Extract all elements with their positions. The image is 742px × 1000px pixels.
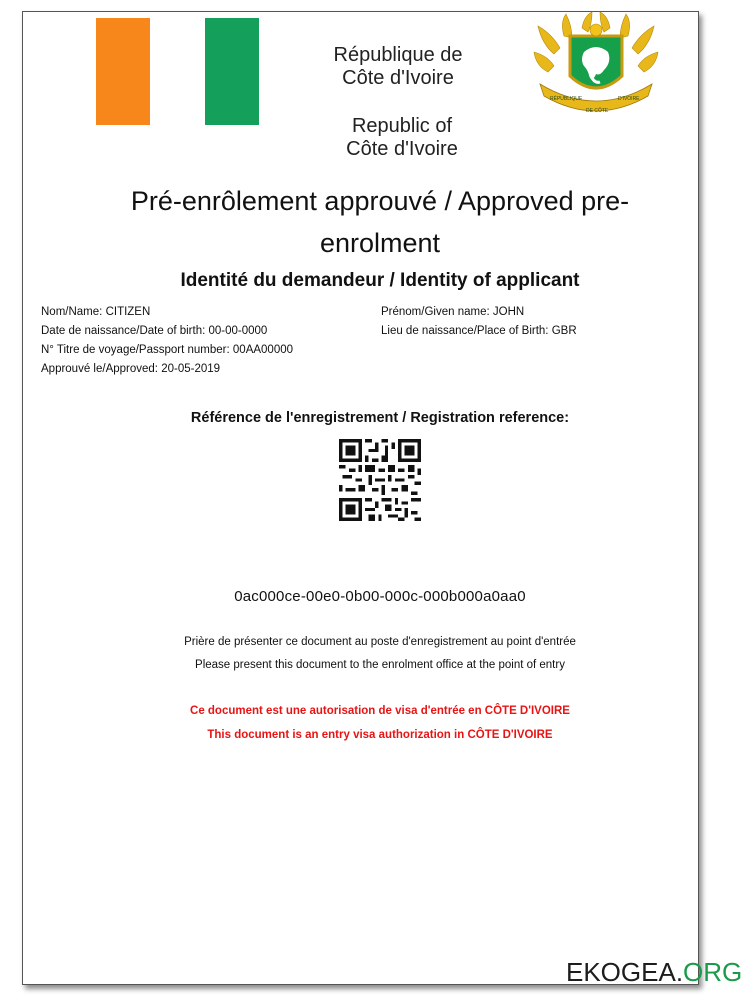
dob-label: Date de naissance/Date of birth: [41, 325, 206, 337]
approved-value: 20-05-2019 [161, 363, 221, 375]
qr-code-icon [339, 439, 421, 521]
watermark [566, 957, 742, 988]
warning-en: This document is an entry visa authorization in CÔTE D'IVOIRE [207, 729, 553, 741]
notice-en: Please present this document to the enrolment office at the point of entry [195, 659, 565, 671]
given-name-field [381, 306, 524, 318]
flag-orange-band [96, 18, 150, 125]
pob-field [381, 325, 577, 337]
watermark-part2: ORG [683, 957, 742, 987]
passport-value: 00AA00000 [232, 344, 294, 356]
pob-label: Lieu de naissance/Place of Birth: [381, 325, 549, 337]
given-name-value: JOHN [492, 306, 525, 318]
republic-name-fr [300, 44, 496, 90]
document-title [60, 180, 700, 264]
registration-reference-heading: Référence de l'enregistrement / Registration reference: [190, 410, 570, 426]
republic-en-line2: Côte d'Ivoire [346, 138, 458, 160]
notice-fr: Prière de présenter ce document au poste d'enregistrement au point d'entrée [184, 636, 576, 648]
flag-green-band [205, 18, 259, 125]
approved-label: Approuvé le/Approved: [41, 363, 158, 375]
document-title-line2: enrolment [319, 228, 441, 258]
document-title-line1: Pré-enrôlement approuvé / Approved pre- [130, 186, 630, 216]
given-name-label: Prénom/Given name: [381, 306, 490, 318]
svg-text:RÉPUBLIQUE: RÉPUBLIQUE [550, 96, 583, 102]
pob-value: GBR [551, 325, 577, 337]
registration-reference-code: 0ac000ce-00e0-0b00-000c-000b000a0aa0 [234, 588, 526, 605]
identity-heading: Identité du demandeur / Identity of applicant [180, 270, 580, 291]
republic-fr-line1: République de [333, 44, 463, 66]
name-field [41, 306, 150, 318]
republic-name-en [304, 115, 500, 161]
republic-en-line1: Republic of [351, 115, 453, 137]
republic-fr-line2: Côte d'Ivoire [342, 67, 454, 89]
svg-text:DE CÔTE: DE CÔTE [586, 108, 609, 114]
name-value: CITIZEN [105, 306, 151, 318]
warning-fr: Ce document est une autorisation de visa d'entrée en CÔTE D'IVOIRE [190, 705, 570, 717]
coat-of-arms-icon [534, 14, 658, 122]
dob-field [41, 325, 267, 337]
svg-text:D'IVOIRE: D'IVOIRE [618, 96, 640, 102]
passport-label: N° Titre de voyage/Passport number: [41, 344, 230, 356]
passport-field [41, 344, 293, 356]
dob-value: 00-00-0000 [208, 325, 268, 337]
approved-field [41, 363, 220, 375]
name-label: Nom/Name: [41, 306, 103, 318]
watermark-part1: EKOGEA. [566, 957, 684, 987]
